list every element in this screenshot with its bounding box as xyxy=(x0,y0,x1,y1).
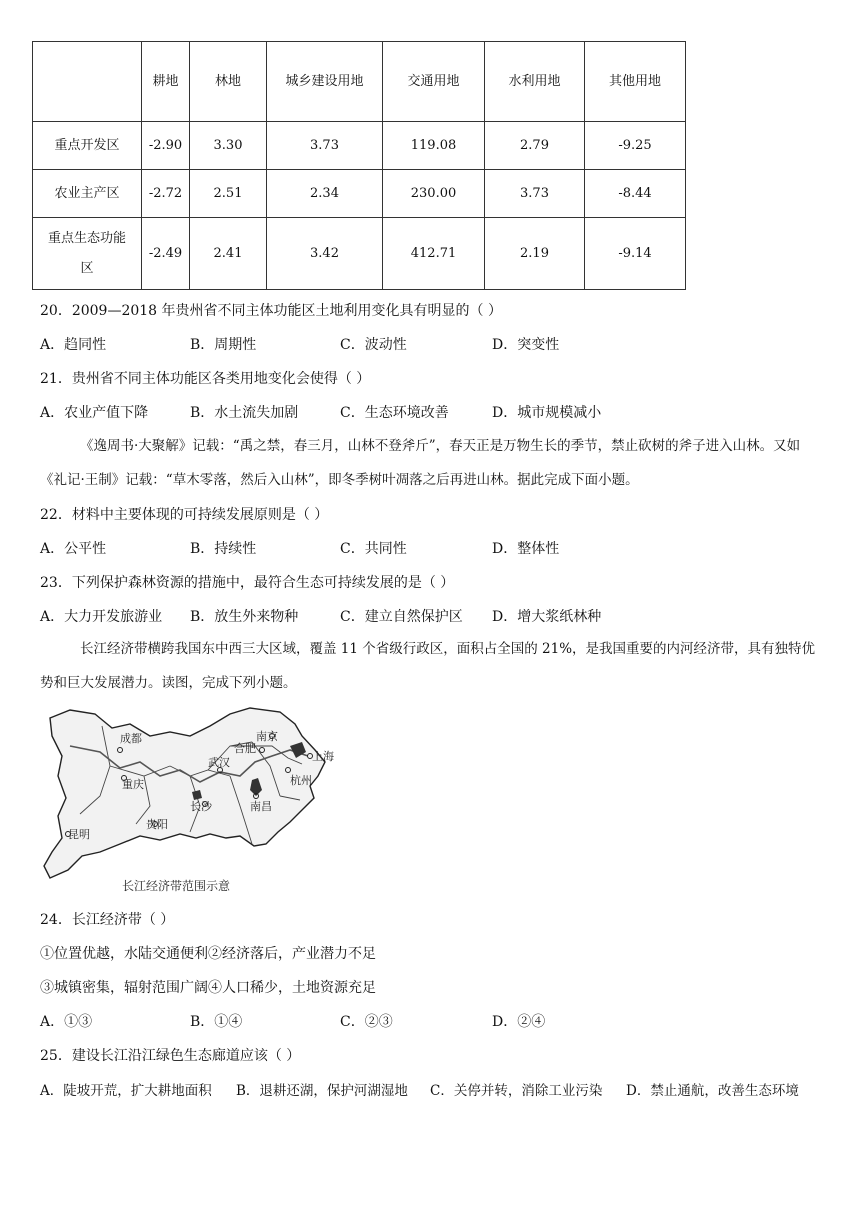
cell: 2.41 xyxy=(190,218,267,290)
q24-option-a[interactable]: A．①③ xyxy=(40,1014,93,1030)
cell: 3.73 xyxy=(485,170,585,218)
map-outline xyxy=(44,708,325,878)
passage-2 xyxy=(40,632,820,700)
question-22-stem: 22．材料中主要体现的可持续发展原则是（ ） xyxy=(40,507,329,523)
header-cultivated: 耕地 xyxy=(142,42,190,122)
city-label-kunming: 昆明 xyxy=(68,828,90,841)
question-25-stem: 25．建设长江沿江绿色生态廊道应该（ ） xyxy=(40,1048,301,1064)
q25-option-a[interactable]: A．陡坡开荒，扩大耕地面积 xyxy=(40,1083,212,1099)
map-caption: 长江经济带范围示意 xyxy=(122,879,231,893)
city-label-hangzhou: 杭州 xyxy=(290,774,312,787)
q22-option-b[interactable]: B．持续性 xyxy=(190,541,257,557)
q25-option-c[interactable]: C．关停并转，消除工业污染 xyxy=(430,1083,603,1099)
q20-option-d[interactable]: D．突变性 xyxy=(492,337,560,353)
passage-1 xyxy=(40,429,820,497)
q24-option-c[interactable]: C．②③ xyxy=(340,1014,393,1030)
city-label-wuhan: 武汉 xyxy=(208,756,230,769)
q24-statements-line2: ③城镇密集，辐射范围广阔④人口稀少，土地资源充足 xyxy=(40,980,376,996)
cell: -2.90 xyxy=(142,122,190,170)
city-label-chongqing: 重庆 xyxy=(122,778,144,791)
cell: -2.49 xyxy=(142,218,190,290)
q24-option-d[interactable]: D．②④ xyxy=(492,1014,546,1030)
cell: 119.08 xyxy=(383,122,485,170)
table-row xyxy=(33,170,686,218)
table-row xyxy=(33,122,686,170)
cell: 2.79 xyxy=(485,122,585,170)
q23-option-a[interactable]: A．大力开发旅游业 xyxy=(40,609,163,625)
q23-option-c[interactable]: C．建立自然保护区 xyxy=(340,609,463,625)
q20-option-b[interactable]: B．周期性 xyxy=(190,337,257,353)
q25-option-b[interactable]: B．退耕还湖，保护河湖湿地 xyxy=(236,1083,408,1099)
cell: 2.34 xyxy=(267,170,383,218)
cell: 2.19 xyxy=(485,218,585,290)
land-use-table xyxy=(32,41,686,290)
q24-statements-line1: ①位置优越，水陆交通便利②经济落后，产业潜力不足 xyxy=(40,946,376,962)
q22-option-d[interactable]: D．整体性 xyxy=(492,541,560,557)
q23-option-d[interactable]: D．增大浆纸林种 xyxy=(492,609,602,625)
city-label-chengdu: 成都 xyxy=(120,732,142,745)
city-label-guiyang: 贵阳 xyxy=(146,818,168,831)
passage-1-text: 《逸周书·大聚解》记载：“禹之禁，春三月，山林不登斧斤”，春天正是万物生长的季节，禁止砍树的斧子进入山林。又如《礼记·王制》记载：“草木零落，然后入山林”，即冬季树叶凋落之后再进山林。据此完成下面小题。 xyxy=(40,438,801,488)
city-label-changsha: 长沙 xyxy=(190,800,212,813)
q21-option-b[interactable]: B．水土流失加剧 xyxy=(190,405,299,421)
city-label-hefei: 合肥 xyxy=(234,742,256,755)
q23-option-b[interactable]: B．放生外来物种 xyxy=(190,609,299,625)
cell: 3.73 xyxy=(267,122,383,170)
passage-2-text: 长江经济带横跨我国东中西三大区域，覆盖 11 个省级行政区，面积占全国的 21%，是我国重要的内河经济带，具有独特优势和巨大发展潜力。读图，完成下列小题。 xyxy=(40,641,816,691)
q21-option-d[interactable]: D．城市规模减小 xyxy=(492,405,602,421)
city-label-nanchang: 南昌 xyxy=(250,800,272,813)
cell: -9.25 xyxy=(585,122,686,170)
table-row xyxy=(33,218,686,290)
question-20-stem: 20．2009—2018 年贵州省不同主体功能区土地利用变化具有明显的（ ） xyxy=(40,303,502,319)
city-label-nanjing: 南京 xyxy=(256,730,278,743)
q22-option-c[interactable]: C．共同性 xyxy=(340,541,407,557)
question-23-stem: 23．下列保护森林资源的措施中，最符合生态可持续发展的是（ ） xyxy=(40,575,455,591)
q21-option-c[interactable]: C．生态环境改善 xyxy=(340,405,449,421)
header-construction: 城乡建设用地 xyxy=(267,42,383,122)
header-other: 其他用地 xyxy=(585,42,686,122)
question-21-stem: 21．贵州省不同主体功能区各类用地变化会使得（ ） xyxy=(40,371,371,387)
cell: -8.44 xyxy=(585,170,686,218)
row-label: 重点生态功能区 xyxy=(33,218,142,290)
header-forest: 林地 xyxy=(190,42,267,122)
city-label-shanghai: 上海 xyxy=(312,750,334,763)
cell: 2.51 xyxy=(190,170,267,218)
row-label: 农业主产区 xyxy=(33,170,142,218)
cell: 230.00 xyxy=(383,170,485,218)
cell: 412.71 xyxy=(383,218,485,290)
cell: 3.30 xyxy=(190,122,267,170)
q24-option-b[interactable]: B．①④ xyxy=(190,1014,243,1030)
header-corner xyxy=(33,42,142,122)
header-transport: 交通用地 xyxy=(383,42,485,122)
q20-option-c[interactable]: C．波动性 xyxy=(340,337,407,353)
q20-option-a[interactable]: A．趋同性 xyxy=(40,337,107,353)
row-label: 重点开发区 xyxy=(33,122,142,170)
cell: 3.42 xyxy=(267,218,383,290)
cell: -9.14 xyxy=(585,218,686,290)
question-24-stem: 24．长江经济带（ ） xyxy=(40,912,175,928)
yangtze-economic-belt-map xyxy=(40,706,340,898)
q21-option-a[interactable]: A．农业产值下降 xyxy=(40,405,149,421)
header-water: 水利用地 xyxy=(485,42,585,122)
q25-option-d[interactable]: D．禁止通航，改善生态环境 xyxy=(626,1083,799,1099)
cell: -2.72 xyxy=(142,170,190,218)
q22-option-a[interactable]: A．公平性 xyxy=(40,541,107,557)
